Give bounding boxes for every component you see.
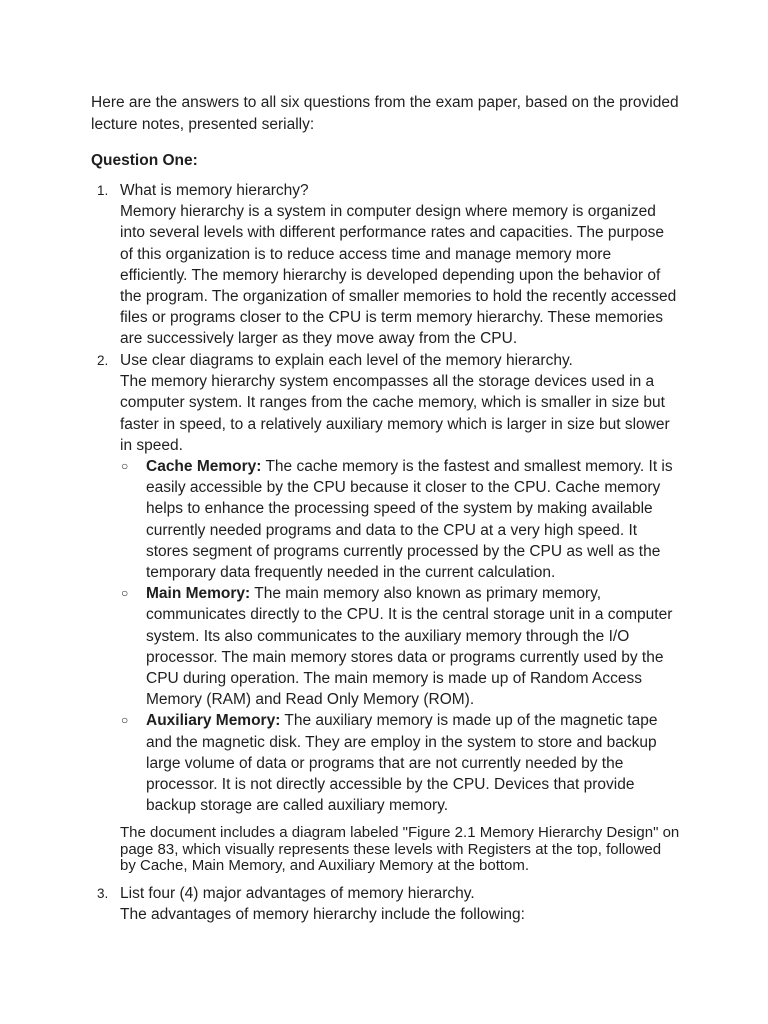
hollow-circle-bullet-icon: ○: [121, 459, 129, 474]
sub-item-title: Main Memory:: [146, 585, 251, 603]
sub-item-title: Cache Memory:: [146, 458, 262, 476]
memory-levels-list: [120, 456, 680, 816]
question-text: Use clear diagrams to explain each level of the memory hierarchy.: [120, 352, 573, 369]
answer-text: Memory hierarchy is a system in computer design where memory is organized into several levels with different performance rates and capacities. The purpose of this organization is to reduce access time and manage memory more efficiently. The memory hierarchy is developed depending upon the behavior of the program. The organization of smaller memories to hold the recently accessed files or programs closer to the CPU is term memory hierarchy. These memories are successively larger as they move away from the CPU.: [120, 203, 677, 348]
sub-item-title: Auxiliary Memory:: [146, 712, 281, 730]
question-text: List four (4) major advantages of memory hierarchy.: [120, 885, 475, 902]
sub-list-item-cache-memory: [120, 456, 676, 583]
question-one-heading: Question One:: [91, 152, 198, 169]
list-number: 2.: [97, 353, 109, 368]
hollow-circle-bullet-icon: ○: [121, 586, 129, 601]
sub-list-item-auxiliary-memory: [120, 710, 676, 816]
sub-item-text: The auxiliary memory is made up of the magnetic tape and the magnetic disk. They are employ in the system to store and backup large volume of data or programs that are not currently needed by the processor. It is not directly accessible by the CPU. Devices that provide backup storage are called auxiliary memory.: [146, 712, 658, 815]
sub-list-item-main-memory: [120, 583, 676, 710]
figure-note: The document includes a diagram labeled "Figure 2.1 Memory Hierarchy Design" on page 83, which visually represents these levels with Registers at the top, followed by Cache, Main Memory, and Auxiliary Memory at the bottom.: [120, 824, 680, 875]
sub-item-text: The cache memory is the fastest and smallest memory. It is easily accessible by the CPU because it closer to the CPU. Cache memory helps to enhance the processing speed of the system by making available currently needed programs and data to the CPU at a very high speed. It stores segment of programs currently processed by the CPU as well as the temporary data frequently needed in the current calculation.: [146, 458, 673, 582]
intro-paragraph: Here are the answers to all six questions from the exam paper, based on the provided lecture notes, presented serially:: [91, 94, 679, 133]
hollow-circle-bullet-icon: ○: [121, 713, 129, 728]
list-number: 3.: [97, 886, 109, 901]
list-number: 1.: [97, 183, 109, 198]
question-text: What is memory hierarchy?: [120, 182, 309, 199]
answer-text: The advantages of memory hierarchy include the following:: [120, 906, 525, 924]
answer-text: The memory hierarchy system encompasses all the storage devices used in a computer system. It ranges from the cache memory, which is smaller in size but faster in speed, to a relatively auxiliary memory which is larger in size but slower in speed.: [120, 373, 670, 454]
sub-item-text: The main memory also known as primary memory, communicates directly to the CPU. It is the central storage unit in a computer system. Its also communicates to the auxiliary memory through the I/O processor. The main memory stores data or programs currently used by the CPU during operation. The main memory is made up of Random Access Memory (RAM) and Read Only Memory (ROM).: [146, 585, 673, 709]
